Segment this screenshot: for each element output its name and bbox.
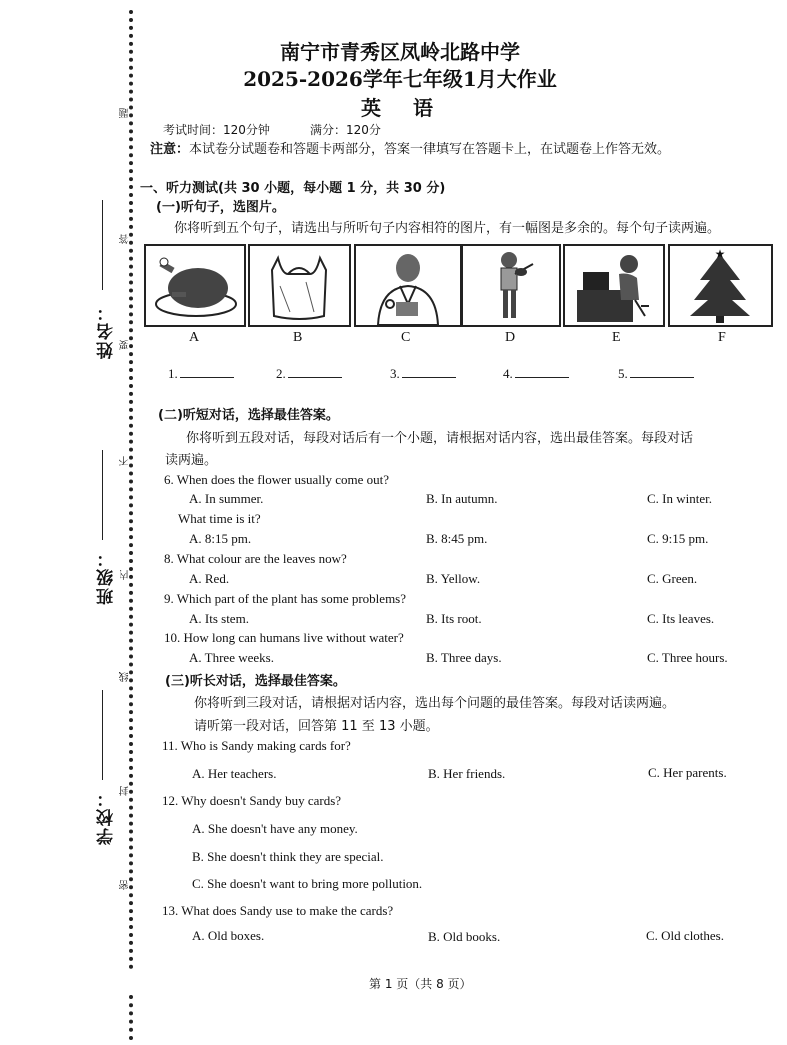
option-b[interactable]: B. In autumn. (426, 491, 498, 506)
svg-text:★: ★ (714, 247, 726, 261)
option-b[interactable]: B. She doesn't think they are special. (192, 849, 384, 864)
option-c[interactable]: C. In winter. (647, 491, 712, 506)
picture-roast-chicken (144, 244, 246, 327)
exam-time: 考试时间：120分钟 (163, 123, 270, 137)
section-title: 一、听力测试(共 30 小题，每小题 1 分，共 30 分) (140, 181, 446, 196)
option-a[interactable]: A. 8:15 pm. (189, 531, 252, 546)
option-c[interactable]: C. Its leaves. (647, 611, 715, 626)
seal-char: 要 (120, 340, 131, 350)
note-prefix: 注意： (150, 142, 190, 157)
option-c[interactable]: C. 9:15 pm. (647, 531, 709, 546)
part3-subinstruction: 请听第一段对话，回答第 11 至 13 小题。 (194, 719, 439, 734)
part3-instruction: 你将听到三段对话，请根据对话内容，选出每个问题的最佳答案。每段对话读两遍。 (194, 696, 676, 711)
option-c[interactable]: C. She doesn't want to bring more pollution. (192, 876, 423, 891)
seal-char: 封 (120, 786, 131, 796)
option-c[interactable]: C. Three hours. (647, 650, 728, 665)
part1-instruction: 你将听到五个句子，请选出与所听句子内容相符的图片，有一幅图是多余的。每个句子读两遍。 (174, 221, 721, 236)
option-b[interactable]: B. Old books. (428, 929, 501, 944)
option-c[interactable]: C. Her parents. (648, 765, 727, 780)
picture-label: F (718, 330, 726, 345)
subject-title: 英 语 (361, 96, 439, 120)
binding-dotted-line-bottom (129, 995, 133, 1040)
option-b[interactable]: B. Three days. (426, 650, 502, 665)
option-a[interactable]: A. Three weeks. (189, 650, 274, 665)
question-13: 13. What does Sandy use to make the cards? (162, 903, 394, 918)
school-label: 学校： (97, 788, 117, 845)
note-text: 本试卷分试题卷和答题卡两部分，答案一律填写在答题卡上，在试题卷上作答无效。 (189, 142, 671, 157)
option-b[interactable]: B. Her friends. (428, 766, 506, 781)
name-field[interactable] (102, 200, 103, 290)
question-6: 6. When does the flower usually come out? (164, 472, 390, 487)
option-b[interactable]: B. Yellow. (426, 571, 481, 586)
school-field[interactable] (102, 690, 103, 780)
answer-blank[interactable]: 4. (503, 366, 569, 382)
question-11: 11. Who is Sandy making cards for? (162, 738, 351, 753)
picture-plastic-bag (248, 244, 351, 327)
picture-label: C (401, 330, 411, 345)
full-score: 满分：120分 (310, 123, 381, 137)
picture-christmas-tree (668, 244, 773, 327)
picture-label: A (189, 330, 200, 345)
picture-doctor (354, 244, 462, 327)
seal-char: 不 (120, 456, 131, 466)
binding-dotted-line (129, 10, 133, 970)
question-8: 8. What colour are the leaves now? (164, 551, 347, 566)
picture-girl-with-violin (461, 244, 561, 327)
answer-blank[interactable]: 5. (618, 366, 694, 382)
part2-instruction: 你将听到五段对话，每段对话后有一个小题，请根据对话内容，选出最佳答案。每段对话 (186, 431, 694, 446)
exam-title: 2025-2026学年七年级1月大作业 (243, 67, 557, 91)
class-field[interactable] (102, 450, 103, 540)
option-a[interactable]: A. Her teachers. (192, 766, 277, 781)
part2-instruction-cont: 读两遍。 (165, 453, 218, 468)
answer-blank[interactable]: 3. (390, 366, 456, 382)
question-7: What time is it? (178, 511, 261, 526)
answer-blank[interactable]: 2. (276, 366, 342, 382)
option-b[interactable]: B. Its root. (426, 611, 482, 626)
part2-title: (二)听短对话，选择最佳答案。 (158, 408, 339, 423)
part3-title: (三)听长对话，选择最佳答案。 (165, 674, 346, 689)
seal-char: 密 (120, 880, 131, 890)
option-a[interactable]: A. She doesn't have any money. (192, 821, 358, 836)
seal-char: 题 (120, 108, 131, 118)
seal-char: 内 (120, 570, 131, 580)
seal-char: 答 (120, 234, 131, 244)
part1-title: (一)听句子，选图片。 (156, 200, 285, 215)
question-10: 10. How long can humans live without water? (164, 630, 404, 645)
option-c[interactable]: C. Green. (647, 571, 698, 586)
school-title: 南宁市青秀区凤岭北路中学 (280, 40, 520, 64)
class-label: 班级： (97, 548, 117, 605)
page-number: 第 1 页（共 8 页） (369, 977, 472, 991)
question-12: 12. Why doesn't Sandy buy cards? (162, 793, 342, 808)
option-a[interactable]: A. Old boxes. (192, 928, 265, 943)
picture-label: D (505, 330, 516, 345)
picture-label: E (612, 330, 621, 345)
option-a[interactable]: A. In summer. (189, 491, 264, 506)
picture-label: B (293, 330, 303, 345)
option-b[interactable]: B. 8:45 pm. (426, 531, 488, 546)
question-9: 9. Which part of the plant has some problems? (164, 591, 407, 606)
option-c[interactable]: C. Old clothes. (646, 928, 724, 943)
option-a[interactable]: A. Red. (189, 571, 230, 586)
answer-blank[interactable]: 1. (168, 366, 234, 382)
seal-char: 线 (120, 672, 131, 682)
option-a[interactable]: A. Its stem. (189, 611, 249, 626)
picture-woman-at-computer (563, 244, 665, 327)
name-label: 姓名： (97, 302, 117, 359)
